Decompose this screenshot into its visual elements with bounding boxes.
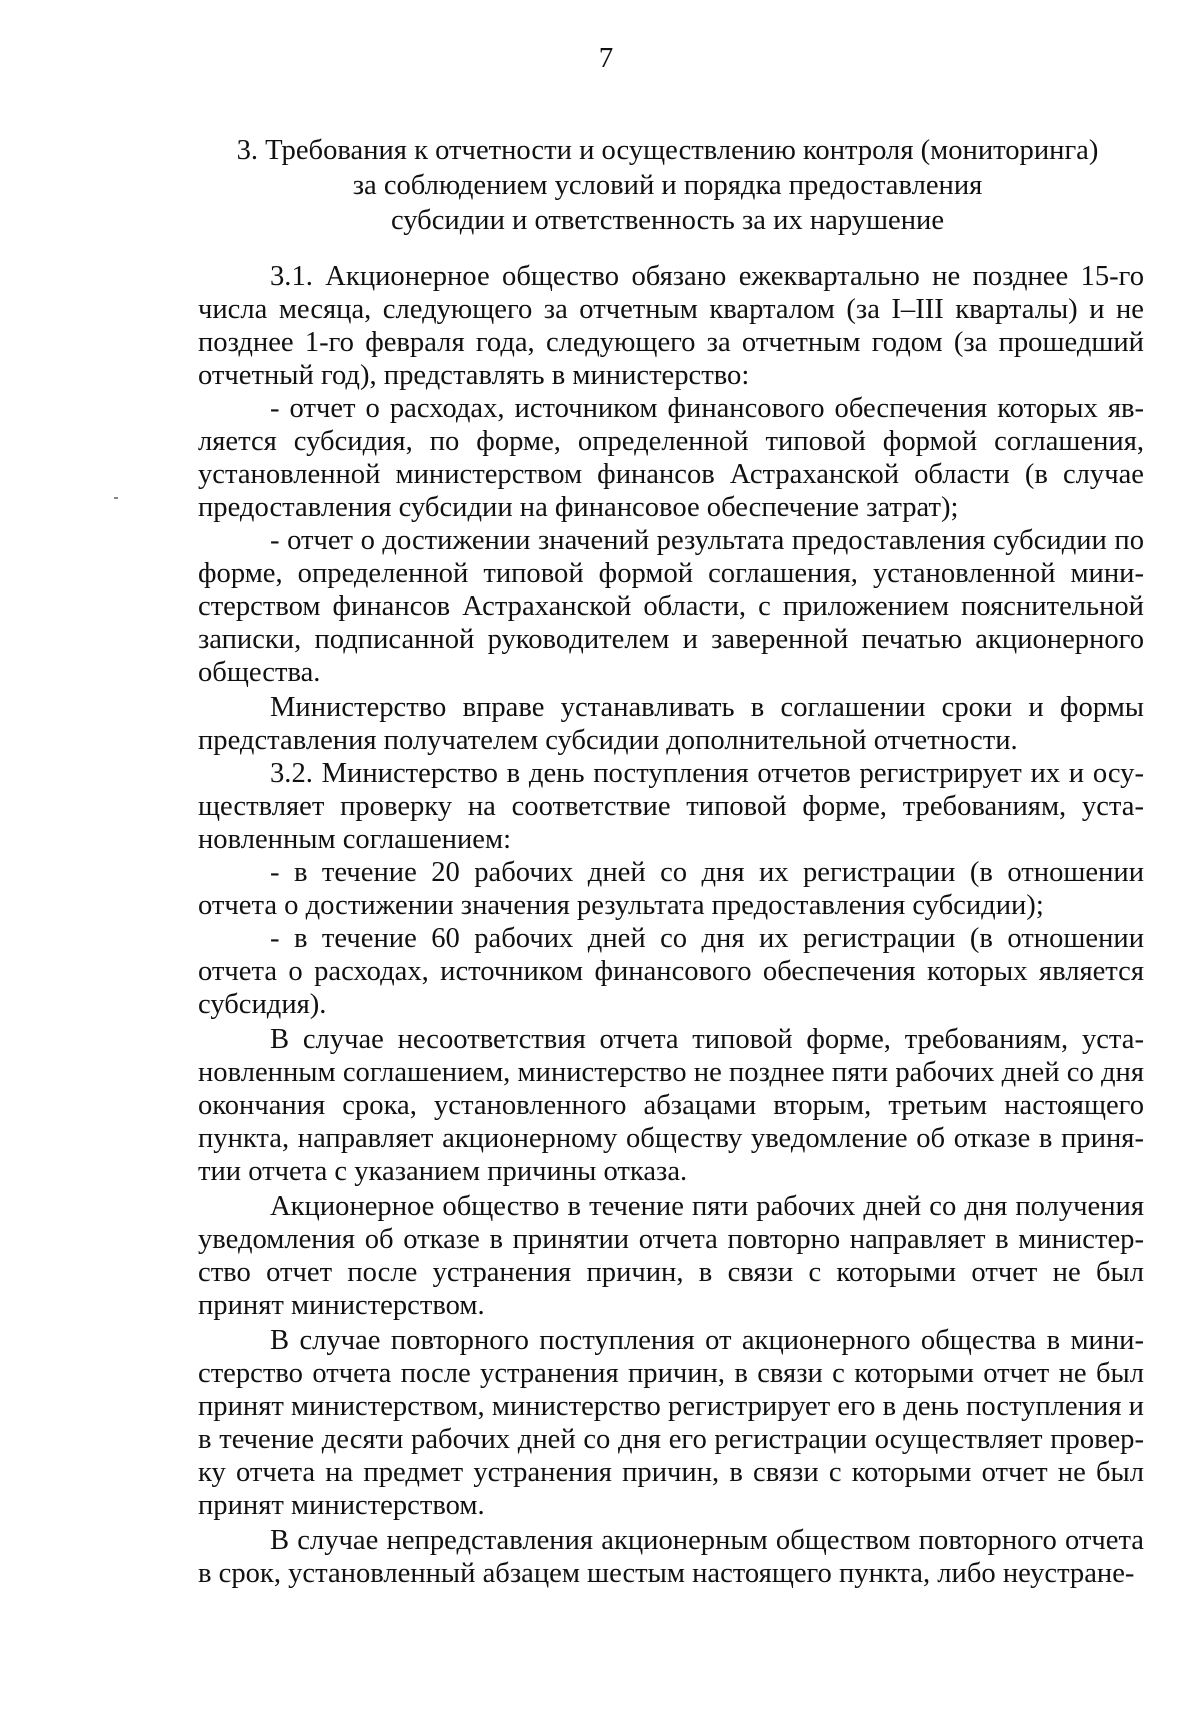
- section-title: [150, 133, 1185, 238]
- section-title-line: субсидии и ответственность за их нарушение: [390, 205, 945, 236]
- scan-artifact: [114, 497, 118, 499]
- paragraph-3-1: 3.1. Акционерное общество обязано ежеквартально не позднее 15-го числа месяца, следующего за отчетным кварталом (за I–III кварталы) и не позднее 1-го февраля года, следующего за отчетным годом (за прошедший отчетный год), представлять в министерство:: [198, 261, 1144, 391]
- paragraph-additional-reporting: Министерство вправе устанавливать в соглашении сроки и формы представления получателем субсидии дополнительной отчетности.: [198, 692, 1144, 756]
- paragraph-20-days: - в течение 20 рабочих дней со дня их регистрации (в отношении отчета о достижении значения результата предоставления субсидии);: [198, 857, 1144, 921]
- section-title-line: 3. Требования к отчетности и осуществлению контроля (мониторинга): [236, 135, 1099, 166]
- paragraph-resubmission: Акционерное общество в течение пяти рабочих дней со дня получения уведомления об отказе в принятии отчета повторно направляет в министерство отчет после устранения причин, в связи с которыми отчет не был принят министерством.: [198, 1191, 1144, 1321]
- paragraph-60-days: - в течение 60 рабочих дней со дня их регистрации (в отношении отчета о расходах, источником финансового обеспечения которых является субсидия).: [198, 923, 1144, 1020]
- paragraph-nonconformity: В случае несоответствия отчета типовой форме, требованиям, установленным соглашением, министерство не позднее пяти рабочих дней со дня окончания срока, установленного абзацами вторым, третьим настоящего пункта, направляет акционерному обществу уведомление об отказе в принятии отчета с указанием причины отказа.: [198, 1024, 1144, 1187]
- paragraph-repeat-receipt: В случае повторного поступления от акционерного общества в министерство отчета после устранения причин, в связи с которыми отчет не был принят министерством, министерство регистрирует его в день поступления и в течение десяти рабочих дней со дня его регистрации осуществляет проверку отчета на предмет устранения причин, в связи с которыми отчет не был принят министерством.: [198, 1325, 1144, 1521]
- page-number: 7: [598, 42, 614, 74]
- paragraph-3-2: 3.2. Министерство в день поступления отчетов регистрирует их и осуществляет проверку на соответствие типовой форме, требованиям, установленным соглашением:: [198, 758, 1144, 855]
- section-title-line: за соблюдением условий и порядка предоставления: [352, 170, 983, 201]
- document-body: [198, 260, 1144, 1590]
- paragraph-report-results: - отчет о достижении значений результата предоставления субсидии по форме, определенной типовой формой соглашения, установленной министерством финансов Астраханской области, с приложением пояснительной записки, подписанной руководителем и заверенной печатью акционерного общества.: [198, 525, 1144, 688]
- paragraph-non-submission: В случае непредставления акционерным обществом повторного отчета в срок, установленный абзацем шестым настоящего пункта, либо неустране-: [198, 1525, 1144, 1589]
- paragraph-report-expenses: - отчет о расходах, источником финансового обеспечения которых является субсидия, по форме, определенной типовой формой соглашения, установленной министерством финансов Астраханской области (в случае предоставления субсидии на финансовое обеспечение затрат);: [198, 393, 1144, 523]
